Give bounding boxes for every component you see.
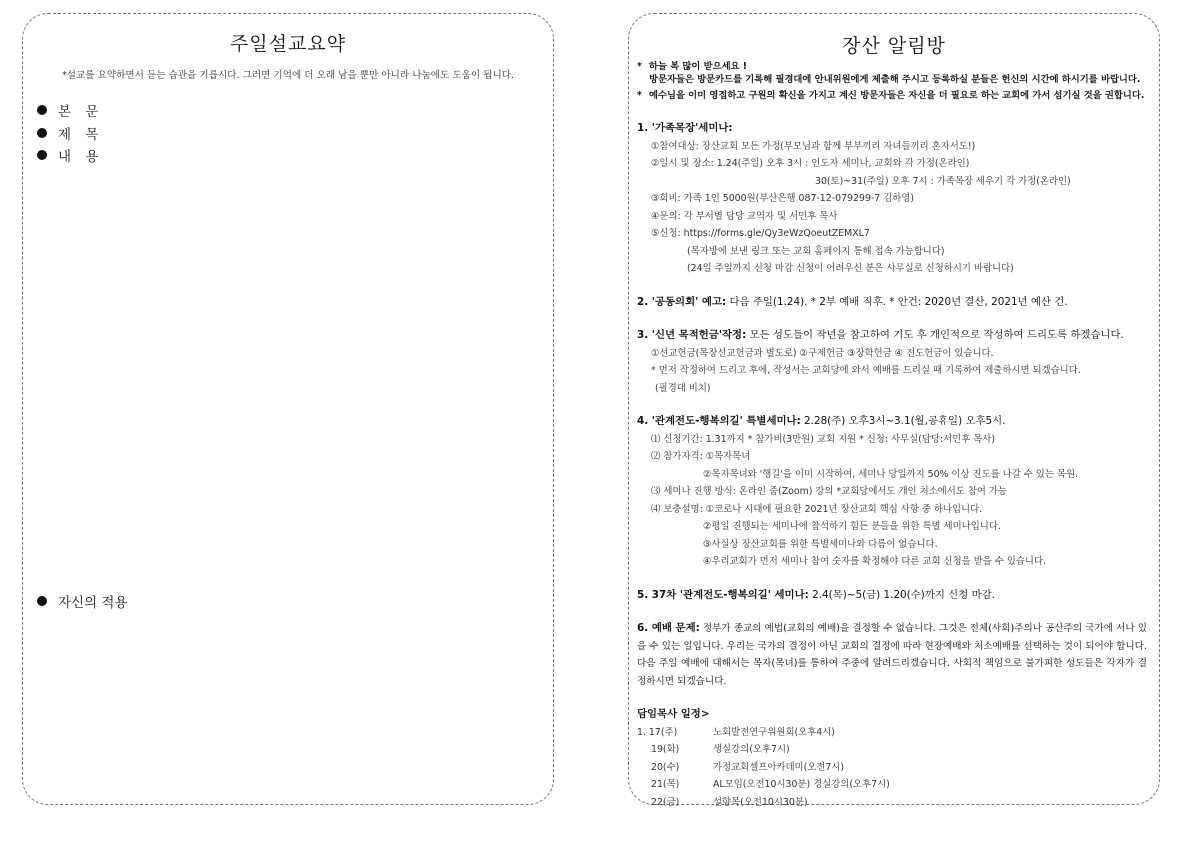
section-worship-issue xyxy=(637,620,1147,690)
notice-line: 방문자들은 방문카드를 기록해 필경대에 안내위원에게 제출해 주시고 등록하실 분들은 헌신의 시간에 하시기를 바랍니다. xyxy=(649,74,1141,85)
schedule-date: 21(목) xyxy=(651,779,680,790)
section-text: 정부가 종교의 예법(교회의 예배)을 결정할 수 없습니다. 그것은 전체(사회)주의나 공산주의 국가에 서나 있을 수 있는 일입니다. 우리는 국가의 결정이 아닌 교회의 결정에 따라 현장예배와 처소예배를 선택하는 것이 되어야 합니다. 다음 주일 예배에 대해서는 목자(목녀)를 통하여 주중에 알려드리겠습니다. 사회적 책임으로 불가피한 성도들은 각자가 결정하시면 되겠습니다. xyxy=(637,623,1147,687)
section-line: ⑵ 참가자격: ①목자목녀 xyxy=(651,451,751,462)
announcements-content xyxy=(637,60,1147,811)
section-line: ②목자목녀와 '행길'을 이미 시작하여, 세미나 당일까지 50% 이상 진도를 나갈 수 있는 목원. xyxy=(703,468,1078,480)
bullet-label: 제 목 xyxy=(58,127,104,143)
section-line: ⑴ 신청기간: 1.31까지 * 참가비(3만원) 교회 지원 * 신청: 사무실(담당:서민후 목사) xyxy=(651,433,996,445)
bullet-content xyxy=(37,145,103,165)
section-line: ③사실상 장산교회를 위한 특별세미나와 다름이 없습니다. xyxy=(703,538,938,550)
section-title: 4. '관계전도-행복의길' 특별세미나: xyxy=(637,415,801,427)
schedule-date: 19(화) xyxy=(651,744,680,755)
bullet-title xyxy=(37,123,103,143)
section-line: ④우리교회가 먼저 세미나 참여 숫자를 확정해야 다른 교회 신청을 받을 수 있습니다. xyxy=(703,556,1047,567)
section-line: (필경대 비치) xyxy=(655,382,711,394)
section-joint-council xyxy=(637,294,1147,312)
section-title: 2. '공동의회' 예고: xyxy=(637,295,727,308)
schedule-row xyxy=(637,759,1147,777)
section-line: ⑶ 세미나 진행 방식: 온라인 줌(Zoom) 강의 *교회당에서도 개인 처소에서도 참여 가능 xyxy=(651,486,1008,497)
pastor-schedule xyxy=(637,706,1147,724)
section-title: 6. 예배 문제: xyxy=(637,622,700,634)
bullet-application xyxy=(37,591,128,611)
section-line: ⑷ 보충설명: ①코로나 시대에 필요한 2021년 장산교회 핵심 사항 중 하나입니다. xyxy=(651,503,983,515)
section-title: 5. 37차 '관계전도-행복의길' 세미나: xyxy=(637,588,809,601)
notice-star: * xyxy=(637,61,642,72)
notice-line: 예수님을 이미 영접하고 구원의 확신을 가지고 계신 방문자들은 자신을 더 필요로 하는 교회에 가서 섬기실 것을 권합니다. xyxy=(649,90,1145,101)
bullet-dot-icon xyxy=(37,150,47,160)
section-line: ②일시 및 장소: 1.24(주일) 오후 3시 : 인도자 세미나, 교회와 각 가정(온라인) xyxy=(651,158,970,169)
section-line: ①선교헌금(목장선교헌금과 별도로) ②구제헌금 ③장학헌금 ④ 전도헌금이 있습니다. xyxy=(651,347,994,359)
section-text: 2.28(주) 오후3시~3.1(월,공휴일) 오후5시. xyxy=(804,415,1006,427)
schedule-event: 생실강의(오후7시) xyxy=(713,744,790,755)
schedule-row xyxy=(637,794,1147,812)
section-37th-seminar xyxy=(637,587,1147,605)
section-line: * 먼저 작정하여 드리고 후에, 작성서는 교회당에 와서 예배를 드리실 때 기록하여 제출하시면 되겠습니다. xyxy=(651,365,1081,376)
schedule-date: 1. 17(주) xyxy=(637,726,678,738)
section-text: 다음 주일(1.24). * 2부 예배 직후. * 안건: 2020년 결산, 2021년 예산 건. xyxy=(729,295,1068,308)
section-title: 1. '가족목장'세미나: xyxy=(637,122,733,134)
section-line: ⑤신청: https://forms.gle/Qy3eWzQoeutZEMXL7 xyxy=(651,228,870,239)
section-line: ③회비: 가족 1인 5000원(부산은행 087-12-079299-7 김하영) xyxy=(651,193,915,204)
sermon-summary-title: 주일설교요약 xyxy=(229,33,347,55)
section-line: (목자방에 보낸 링크 또는 교회 홈페이지 통해 접속 가능합니다) xyxy=(687,245,945,257)
schedule-title: 담임목사 일정> xyxy=(637,708,710,720)
schedule-event: 가정교회셀프아카데미(오전7시) xyxy=(713,761,845,773)
section-line: ④문의: 각 부서별 담당 교역자 및 서민후 목사 xyxy=(651,210,838,222)
bullet-dot-icon xyxy=(37,128,47,138)
schedule-row xyxy=(637,776,1147,794)
bullet-dot-icon xyxy=(37,105,47,115)
section-title: 3. '신년 목적헌금'작정: xyxy=(637,329,747,341)
bullet-label: 자신의 적용 xyxy=(58,595,128,611)
schedule-event: 노회발전연구위원회(오후4시) xyxy=(713,726,835,738)
bullet-label: 내 용 xyxy=(58,149,104,165)
notice-item xyxy=(637,89,1147,102)
notice-block xyxy=(637,60,1147,102)
section-line: ②평일 진행되는 세미나에 참석하기 힘든 분들을 위한 특별 세미나입니다. xyxy=(703,521,1001,532)
announcements-title: 장산 알림방 xyxy=(842,35,946,57)
schedule-event: 설향목(오전10시30분) xyxy=(713,796,808,808)
bullet-dot-icon xyxy=(37,596,47,606)
schedule-row xyxy=(637,741,1147,759)
schedule-date: 22(금) xyxy=(651,796,680,808)
bullet-scripture xyxy=(37,100,103,120)
section-new-year-offering xyxy=(637,327,1147,345)
notice-line: 하늘 복 많이 받으세요 ! xyxy=(649,61,748,72)
section-text: 2.4(목)~5(금) 1.20(수)까지 신청 마감. xyxy=(812,588,995,601)
section-line: ①참여대상: 장산교회 모든 가정(부모님과 함께 부부끼리 자녀들끼리 혼자서도!) xyxy=(651,140,976,152)
schedule-row xyxy=(637,724,1147,742)
sermon-summary-subtitle: *설교를 요약하면서 듣는 습관을 기릅시다. 그러면 기억에 더 오래 남을 뿐만 아니라 나눔에도 도움이 됩니다. xyxy=(61,70,515,81)
section-line: 30(토)~31(주일) 오후 7시 : 가족목장 세우기 각 가정(온라인) xyxy=(815,175,1071,187)
notice-item xyxy=(637,60,1147,86)
section-text: 모든 성도들이 작년을 참고하여 기도 후 개인적으로 작성하여 드리도록 하겠습니다. xyxy=(749,329,1124,341)
section-evangelism-seminar xyxy=(637,413,1147,431)
section-line: (24일 주일까지 신청 마감 신청이 어려우신 분은 사무실로 신청하시기 바랍니다) xyxy=(687,263,1014,274)
notice-star: * xyxy=(637,90,642,101)
announcements-panel xyxy=(628,13,1160,808)
bullet-label: 본 문 xyxy=(58,104,104,120)
sermon-summary-panel xyxy=(22,13,554,805)
section-family-seminar xyxy=(637,120,1147,138)
schedule-event: AL모임(오전10시30분) 경실강의(오후7시) xyxy=(713,779,890,790)
schedule-date: 20(수) xyxy=(651,761,680,773)
